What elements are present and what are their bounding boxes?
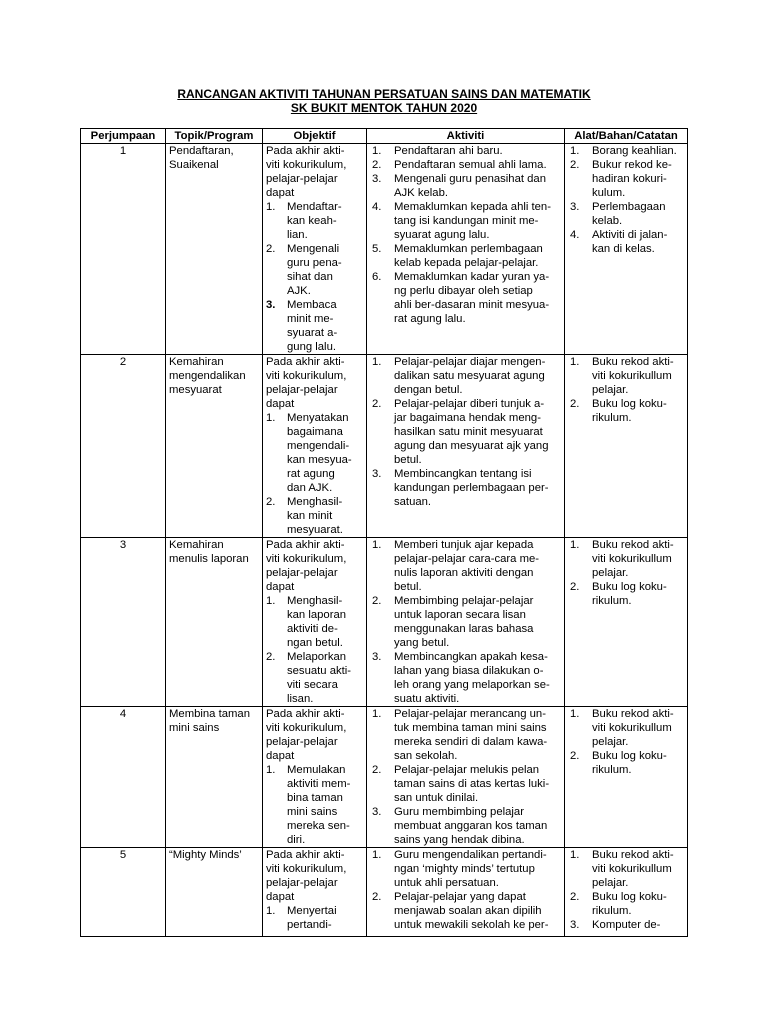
activity-item (370, 172, 561, 200)
list-line: lian. (287, 229, 308, 241)
activity-item (370, 890, 561, 932)
list-line: mereka sendiri di dalam kawa- (394, 736, 548, 748)
list-line: kan mesyua- (287, 454, 352, 466)
list-number: 5. (372, 243, 382, 255)
list-number: 2. (570, 398, 580, 410)
list-line: pelajar-pelajar cara-cara me- (394, 553, 540, 565)
list-line: rat agung (287, 468, 335, 480)
list-number: 3. (570, 919, 580, 931)
objective-intro-line: pelajar-pelajar (266, 877, 338, 889)
activity-item (370, 200, 561, 242)
tools-list (568, 848, 684, 932)
list-line: minit me- (287, 313, 334, 325)
objective-list (266, 763, 363, 847)
list-line: kulum. (592, 187, 626, 199)
list-line: dan AJK. (287, 482, 333, 494)
objective-item (266, 298, 363, 354)
list-number: 1. (570, 356, 580, 368)
activity-list (370, 355, 561, 509)
tools-item (568, 200, 684, 228)
list-line: kelab. (592, 215, 623, 227)
tools-item (568, 749, 684, 777)
list-line: taman sains di atas kertas luki- (394, 778, 550, 790)
list-line: Buku rekod akti- (592, 849, 674, 861)
list-line: Pelajar-pelajar melukis pelan (394, 764, 540, 776)
list-line: kelab kepada pelajar-pelajar. (394, 257, 539, 269)
list-line: Guru mengendalikan pertandi- (394, 849, 547, 861)
list-line: lisan. (287, 693, 314, 705)
tools-item (568, 890, 684, 918)
objective-intro-line: pelajar-pelajar (266, 736, 338, 748)
list-number: 3. (266, 299, 276, 311)
list-line: Buku rekod akti- (592, 539, 674, 551)
list-line: Buku rekod akti- (592, 708, 674, 720)
list-line: untuk mewakili sekolah ke per- (394, 919, 549, 931)
objective-item (266, 200, 363, 242)
list-line: sains yang hendak dibina. (394, 834, 525, 846)
list-number: 1. (266, 201, 276, 213)
list-line: Menghasil- (287, 595, 343, 607)
list-number: 4. (570, 229, 580, 241)
table-row (81, 538, 688, 707)
list-line: kan keah- (287, 215, 337, 227)
list-line: sesuatu akti- (287, 665, 352, 677)
meeting-number: 5 (81, 848, 166, 937)
objective-list (266, 904, 363, 932)
table-row (81, 355, 688, 538)
list-line: aktiviti mem- (287, 778, 351, 790)
topic-line: Membina taman (169, 708, 250, 720)
topic-cell (166, 848, 263, 937)
list-line: Buku rekod akti- (592, 356, 674, 368)
activity-list (370, 707, 561, 847)
list-number: 2. (570, 159, 580, 171)
objective-intro-line: dapat (266, 750, 295, 762)
objective-list (266, 200, 363, 354)
list-line: Memulakan (287, 764, 346, 776)
list-line: Membincangkan tentang isi (394, 468, 532, 480)
activity-item (370, 144, 561, 158)
list-line: Menyertai (287, 905, 337, 917)
list-line: Aktiviti di jalan- (592, 229, 668, 241)
list-line: Mengenali guru penasihat dan (394, 173, 546, 185)
list-line: sihat dan (287, 271, 333, 283)
tools-list (568, 707, 684, 777)
objective-cell (263, 848, 367, 937)
objective-intro-line: viti kokurikulum, (266, 722, 347, 734)
list-line: Mendaftar- (287, 201, 342, 213)
list-line: agung dan mesyuarat ajk yang (394, 440, 549, 452)
list-number: 2. (372, 398, 382, 410)
header-perjumpaan: Perjumpaan (81, 129, 166, 144)
tools-item (568, 355, 684, 397)
topic-line: Pendaftaran, (169, 145, 234, 157)
objective-intro-line: dapat (266, 581, 295, 593)
topic-line: Suaikenal (169, 159, 219, 171)
list-number: 1. (372, 145, 382, 157)
list-line: Perlembagaan (592, 201, 666, 213)
objective-cell (263, 538, 367, 707)
tools-list (568, 144, 684, 256)
list-number: 1. (570, 708, 580, 720)
list-number: 1. (372, 539, 382, 551)
list-line: rikulum. (592, 595, 632, 607)
list-number: 2. (266, 651, 276, 663)
list-line: aktiviti de- (287, 623, 338, 635)
list-line: suatu aktiviti. (394, 693, 460, 705)
list-line: mini sains (287, 806, 338, 818)
list-number: 2. (372, 595, 382, 607)
list-line: kandungan perlembagaan per- (394, 482, 549, 494)
list-line: Pelajar-pelajar merancang un- (394, 708, 546, 720)
list-line: ngan betul. (287, 637, 343, 649)
list-line: Guru membimbing pelajar (394, 806, 524, 818)
list-number: 3. (372, 468, 382, 480)
objective-cell (263, 707, 367, 848)
objective-item (266, 594, 363, 650)
activity-item (370, 763, 561, 805)
list-line: viti kokurikullum (592, 370, 672, 382)
activity-item (370, 355, 561, 397)
list-line: Pelajar-pelajar diajar mengen- (394, 356, 546, 368)
list-line: syuarat a- (287, 327, 338, 339)
list-line: hadiran kokuri- (592, 173, 667, 185)
list-line: diri. (287, 834, 306, 846)
list-line: Memaklumkan perlembagaan (394, 243, 543, 255)
list-line: Mengenali (287, 243, 340, 255)
objective-cell (263, 144, 367, 355)
list-line: mereka sen- (287, 820, 350, 832)
list-line: pelajar. (592, 736, 629, 748)
list-line: san sekolah. (394, 750, 458, 762)
header-objektif: Objektif (263, 129, 367, 144)
objective-intro-line: dapat (266, 187, 295, 199)
list-number: 1. (266, 905, 276, 917)
objective-item (266, 242, 363, 298)
list-line: viti secara (287, 679, 338, 691)
list-line: Komputer de- (592, 919, 661, 931)
list-number: 2. (266, 496, 276, 508)
topic-cell (166, 355, 263, 538)
list-number: 1. (266, 412, 276, 424)
list-number: 3. (372, 173, 382, 185)
objective-list (266, 594, 363, 706)
activity-cell (367, 848, 565, 937)
tools-cell (565, 707, 688, 848)
activity-item (370, 594, 561, 650)
tools-item (568, 144, 684, 158)
list-number: 3. (372, 806, 382, 818)
list-line: bina taman (287, 792, 343, 804)
list-line: Buku log koku- (592, 750, 667, 762)
activity-list (370, 144, 561, 326)
list-line: viti kokurikullum (592, 553, 672, 565)
objective-intro-line: pelajar-pelajar (266, 567, 338, 579)
topic-line: Kemahiran (169, 356, 224, 368)
list-line: untuk ahli persatuan. (394, 877, 499, 889)
objective-intro-line: Pada akhir akti- (266, 145, 345, 157)
activity-cell (367, 355, 565, 538)
objective-intro-line: viti kokurikulum, (266, 863, 347, 875)
list-number: 2. (372, 159, 382, 171)
list-number: 1. (372, 356, 382, 368)
activity-item (370, 848, 561, 890)
list-line: leh orang yang melaporkan se- (394, 679, 550, 691)
list-number: 2. (570, 581, 580, 593)
list-line: Pelajar-pelajar yang dapat (394, 891, 526, 903)
list-line: syuarat agung lalu. (394, 229, 490, 241)
objective-intro-line: Pada akhir akti- (266, 849, 345, 861)
objective-list (266, 411, 363, 537)
activity-item (370, 805, 561, 847)
list-line: Buku log koku- (592, 581, 667, 593)
tools-cell (565, 355, 688, 538)
list-line: kan laporan (287, 609, 347, 621)
activity-cell (367, 538, 565, 707)
objective-intro-line: pelajar-pelajar (266, 384, 338, 396)
list-line: Pendaftaran semual ahli lama. (394, 159, 547, 171)
objective-item (266, 495, 363, 537)
objective-intro-line: dapat (266, 398, 295, 410)
list-line: rikulum. (592, 905, 632, 917)
list-number: 1. (266, 595, 276, 607)
tools-item (568, 707, 684, 749)
list-line: nulis laporan aktiviti dengan (394, 567, 534, 579)
tools-item (568, 848, 684, 890)
objective-intro-line: pelajar-pelajar (266, 173, 338, 185)
activity-list (370, 848, 561, 932)
tools-cell (565, 848, 688, 937)
list-line: AJK kelab. (394, 187, 449, 199)
topic-cell (166, 707, 263, 848)
list-line: gung lalu. (287, 341, 336, 353)
table-row (81, 144, 688, 355)
list-number: 1. (372, 849, 382, 861)
tools-cell (565, 538, 688, 707)
list-line: ahli ber-dasaran minit mesyua- (394, 299, 550, 311)
list-line: pertandi- (287, 919, 332, 931)
list-line: AJK. (287, 285, 311, 297)
table-row (81, 848, 688, 937)
tools-list (568, 355, 684, 425)
list-number: 2. (570, 891, 580, 903)
objective-item (266, 650, 363, 706)
table-row (81, 707, 688, 848)
topic-line: Kemahiran (169, 539, 224, 551)
objective-intro-line: viti kokurikulum, (266, 553, 347, 565)
list-line: Pelajar-pelajar diberi tunjuk a- (394, 398, 545, 410)
objective-intro-line: dapat (266, 891, 295, 903)
list-number: 1. (266, 764, 276, 776)
list-line: jar bagaimana hendak meng- (394, 412, 541, 424)
list-line: lahan yang biasa dilakukan o- (394, 665, 544, 677)
list-number: 1. (570, 145, 580, 157)
tools-list (568, 538, 684, 608)
meeting-number: 3 (81, 538, 166, 707)
activity-item (370, 538, 561, 594)
list-line: satuan. (394, 496, 432, 508)
objective-item (266, 411, 363, 495)
list-line: mesyuarat. (287, 524, 343, 536)
list-number: 1. (372, 708, 382, 720)
topic-line: mesyuarat (169, 384, 222, 396)
topic-cell (166, 144, 263, 355)
objective-intro-line: Pada akhir akti- (266, 356, 345, 368)
tools-item (568, 397, 684, 425)
activity-item (370, 158, 561, 172)
objective-intro-line: viti kokurikulum, (266, 370, 347, 382)
topic-line: mini sains (169, 722, 220, 734)
document-title: RANCANGAN AKTIVITI TAHUNAN PERSATUAN SAINS DAN MATEMATIK (177, 87, 591, 101)
meeting-number: 4 (81, 707, 166, 848)
topic-cell (166, 538, 263, 707)
objective-intro-line: viti kokurikulum, (266, 159, 347, 171)
topic-line: mengendalikan (169, 370, 246, 382)
list-line: Memberi tunjuk ajar kepada (394, 539, 534, 551)
list-line: menjawab soalan akan dipilih (394, 905, 542, 917)
list-line: san untuk dinilai. (394, 792, 479, 804)
list-line: tang isi kandungan minit me- (394, 215, 539, 227)
objective-item (266, 904, 363, 932)
list-line: Pendaftaran ahi baru. (394, 145, 503, 157)
tools-cell (565, 144, 688, 355)
list-line: Memaklumkan kadar yuran ya- (394, 271, 550, 283)
list-number: 2. (266, 243, 276, 255)
list-line: mengendali- (287, 440, 350, 452)
list-line: Membaca (287, 299, 337, 311)
tools-item (568, 918, 684, 932)
list-number: 1. (570, 849, 580, 861)
tools-item (568, 158, 684, 200)
list-line: untuk laporan secara lisan (394, 609, 526, 621)
topic-line: “Mighty Minds’ (169, 849, 242, 861)
header-topik: Topik/Program (166, 129, 263, 144)
list-number: 2. (570, 750, 580, 762)
list-number: 2. (372, 764, 382, 776)
list-line: Menghasil- (287, 496, 343, 508)
list-line: ngan ‘mighty minds’ tertutup (394, 863, 535, 875)
list-line: dengan betul. (394, 384, 463, 396)
activity-cell (367, 707, 565, 848)
list-line: pelajar. (592, 567, 629, 579)
list-number: 4. (372, 201, 382, 213)
list-line: ng perlu dibayar oleh setiap (394, 285, 533, 297)
list-line: Bukur rekod ke- (592, 159, 672, 171)
activity-item (370, 242, 561, 270)
list-line: Membimbing pelajar-pelajar (394, 595, 534, 607)
list-number: 3. (570, 201, 580, 213)
list-line: Menyatakan (287, 412, 349, 424)
list-line: Memaklumkan kepada ahli ten- (394, 201, 551, 213)
document-subtitle: SK BUKIT MENTOK TAHUN 2020 (290, 101, 478, 115)
list-line: menggunakan laras bahasa (394, 623, 534, 635)
objective-intro-line: Pada akhir akti- (266, 539, 345, 551)
list-line: tuk membina taman mini sains (394, 722, 547, 734)
activity-item (370, 707, 561, 763)
list-line: rat agung lalu. (394, 313, 466, 325)
list-line: bagaimana (287, 426, 343, 438)
objective-cell (263, 355, 367, 538)
list-number: 3. (372, 651, 382, 663)
list-line: Buku log koku- (592, 398, 667, 410)
list-line: pelajar. (592, 877, 629, 889)
list-line: betul. (394, 581, 422, 593)
list-line: kan minit (287, 510, 333, 522)
activity-item (370, 650, 561, 706)
tools-item (568, 228, 684, 256)
table-header-row (81, 129, 688, 144)
activity-item (370, 467, 561, 509)
header-aktiviti: Aktiviti (367, 129, 565, 144)
list-line: Melaporkan (287, 651, 347, 663)
activity-item (370, 397, 561, 467)
list-line: viti kokurikullum (592, 722, 672, 734)
topic-line: menulis laporan (169, 553, 249, 565)
list-line: dalikan satu mesyuarat agung (394, 370, 545, 382)
meeting-number: 2 (81, 355, 166, 538)
list-line: pelajar. (592, 384, 629, 396)
list-number: 1. (570, 539, 580, 551)
objective-intro-line: Pada akhir akti- (266, 708, 345, 720)
meeting-number: 1 (81, 144, 166, 355)
tools-item (568, 580, 684, 608)
list-line: viti kokurikullum (592, 863, 672, 875)
list-line: rikulum. (592, 764, 632, 776)
activity-item (370, 270, 561, 326)
header-alat: Alat/Bahan/Catatan (565, 129, 688, 144)
activity-list (370, 538, 561, 706)
list-line: Membincangkan apakah kesa- (394, 651, 548, 663)
objective-item (266, 763, 363, 847)
list-number: 2. (372, 891, 382, 903)
list-line: hasilkan satu minit mesyuarat (394, 426, 543, 438)
list-line: Buku log koku- (592, 891, 667, 903)
list-line: kan di kelas. (592, 243, 655, 255)
list-line: rikulum. (592, 412, 632, 424)
activity-plan-table (80, 128, 688, 937)
tools-item (568, 538, 684, 580)
list-number: 6. (372, 271, 382, 283)
list-line: Borang keahlian. (592, 145, 677, 157)
list-line: yang betul. (394, 637, 450, 649)
list-line: membuat anggaran kos taman (394, 820, 548, 832)
list-line: betul. (394, 454, 422, 466)
list-line: guru pena- (287, 257, 342, 269)
activity-cell (367, 144, 565, 355)
